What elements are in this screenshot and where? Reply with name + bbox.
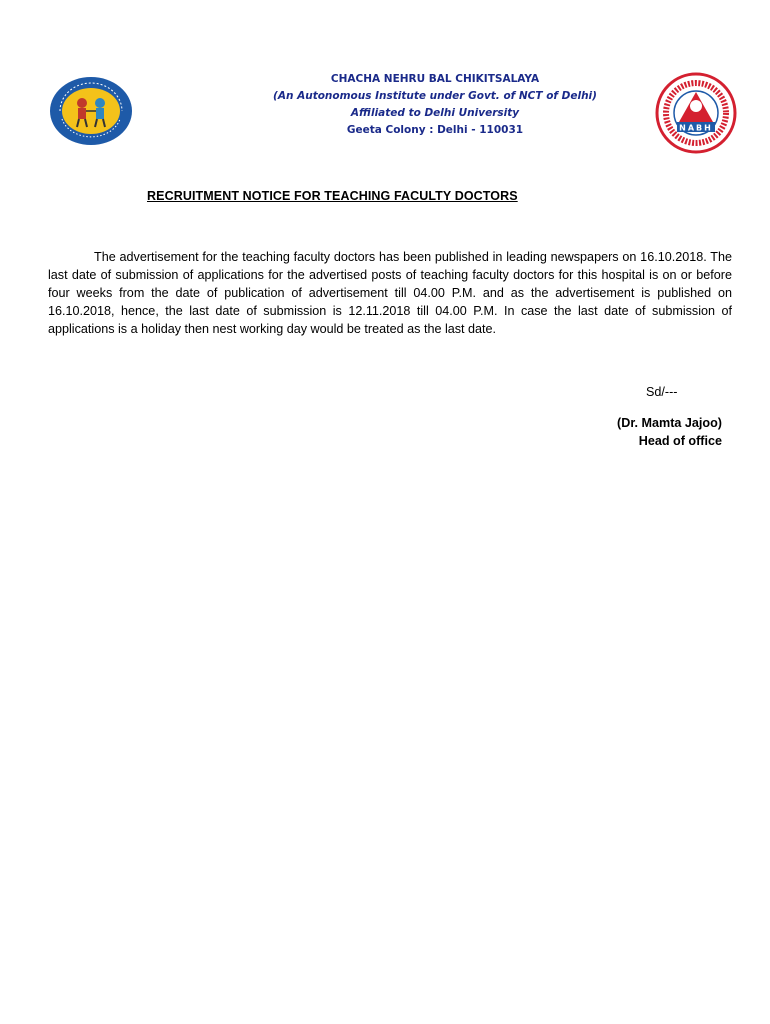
notice-body: The advertisement for the teaching faculty doctors has been published in leading newspapers on 16.10.2018. The last date of submission of applications for the advertised posts of teaching faculty doctors for this hospital is on or before four weeks from the date of publication of advertisement till 04.00 P.M. and as the advertisement is published on 16.10.2018, hence, the last date of submission is 12.11.2018 till 04.00 P.M. In case the last date of submission of applications is a holiday then nest working day would be treated as the last date.: [48, 250, 732, 336]
letterhead: [272, 71, 598, 139]
nabh-logo-text: NABH: [679, 123, 713, 133]
nabh-accreditation-icon: [655, 72, 737, 154]
hospital-emblem-icon: [48, 75, 134, 147]
signatory-block: [617, 414, 722, 450]
institution-affiliation: Affiliated to Delhi University: [350, 107, 520, 119]
institution-subtitle: (An Autonomous Institute under Govt. of NCT of Delhi): [273, 90, 597, 102]
signatory-name: (Dr. Mamta Jajoo): [617, 416, 722, 430]
institution-name: CHACHA NEHRU BAL CHIKITSALAYA: [330, 73, 540, 85]
institution-address: Geeta Colony : Delhi - 110031: [346, 124, 524, 136]
signatory-designation: Head of office: [638, 434, 722, 448]
signed-mark: Sd/---: [646, 385, 678, 399]
notice-title: RECRUITMENT NOTICE FOR TEACHING FACULTY DOCTORS: [147, 189, 518, 203]
